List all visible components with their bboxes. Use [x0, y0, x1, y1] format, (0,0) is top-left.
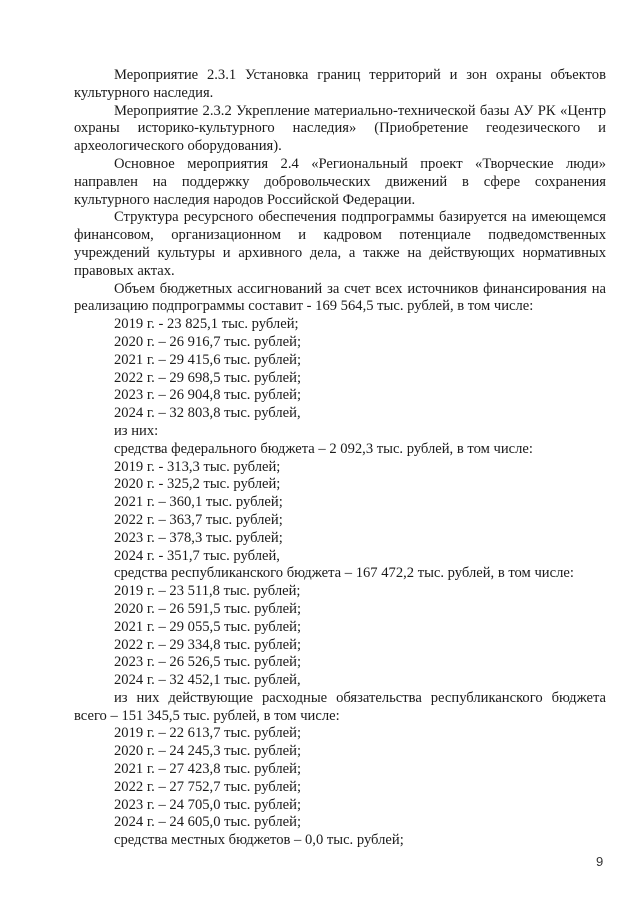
page-number: 9 — [596, 854, 604, 869]
list-item: 2021 г. – 27 423,8 тыс. рублей; — [114, 761, 301, 778]
paragraph-measure-2-4: Основное мероприятия 2.4 «Региональный проект «Творческие люди» направлен на поддержку добровольческих движений в сфере сохранения культурного наследия народов Российской Федерации. — [74, 155, 606, 208]
list-item: 2023 г. – 26 526,5 тыс. рублей; — [114, 654, 301, 671]
list-item: 2019 г. - 23 825,1 тыс. рублей; — [114, 316, 299, 333]
total-years-list — [74, 316, 606, 423]
list-item: 2024 г. – 32 452,1 тыс. рублей, — [114, 672, 301, 689]
paragraph-resource-structure: Структура ресурсного обеспечения подпрограммы базируется на имеющемся финансовом, организационном и кадровом потенциале подведомственных учреждений культуры и архивного дела, а также на действующих нормативных правовых актах. — [74, 209, 606, 279]
list-item: 2023 г. – 378,3 тыс. рублей; — [114, 529, 283, 546]
document-body — [74, 67, 606, 850]
paragraph-measure-2-3-1: Мероприятие 2.3.1 Установка границ территорий и зон охраны объектов культурного наследия. — [74, 67, 606, 101]
paragraph-budget-total: Объем бюджетных ассигнований за счет всех источников финансирования на реализацию подпрограммы составит - 169 564,5 тыс. рублей, в том числе: — [74, 280, 606, 315]
list-item: 2023 г. – 24 705,0 тыс. рублей; — [114, 796, 301, 813]
list-item: 2021 г. – 360,1 тыс. рублей; — [114, 494, 283, 511]
list-item: 2023 г. – 26 904,8 тыс. рублей; — [114, 387, 301, 404]
republic-years-list — [74, 583, 606, 690]
list-item: 2019 г. – 22 613,7 тыс. рублей; — [114, 725, 301, 742]
list-item: 2022 г. – 363,7 тыс. рублей; — [114, 511, 283, 528]
paragraph-obligations: из них действующие расходные обязательства республиканского бюджета всего – 151 345,5 тыс. рублей, в том числе: — [74, 689, 606, 724]
republic-budget-heading: средства республиканского бюджета – 167 472,2 тыс. рублей, в том числе: — [114, 565, 574, 582]
list-item: 2021 г. – 29 415,6 тыс. рублей; — [114, 351, 301, 368]
list-item: 2022 г. – 27 752,7 тыс. рублей; — [114, 778, 301, 795]
list-item: 2020 г. – 26 591,5 тыс. рублей; — [114, 600, 301, 617]
list-item: 2019 г. - 313,3 тыс. рублей; — [114, 458, 281, 475]
list-item: 2024 г. – 24 605,0 тыс. рублей; — [114, 814, 301, 831]
local-budget-line: средства местных бюджетов – 0,0 тыс. рублей; — [114, 832, 404, 849]
list-item: 2022 г. – 29 698,5 тыс. рублей; — [114, 369, 301, 386]
of-them-label: из них: — [114, 422, 159, 439]
list-item: 2020 г. – 26 916,7 тыс. рублей; — [114, 333, 301, 350]
list-item: 2019 г. – 23 511,8 тыс. рублей; — [114, 583, 301, 600]
obligations-years-list — [74, 725, 606, 832]
federal-years-list — [74, 459, 606, 566]
federal-budget-heading: средства федерального бюджета – 2 092,3 тыс. рублей, в том числе: — [114, 440, 533, 457]
list-item: 2024 г. – 32 803,8 тыс. рублей, — [114, 405, 301, 422]
list-item: 2024 г. - 351,7 тыс. рублей, — [114, 547, 280, 564]
list-item: 2021 г. – 29 055,5 тыс. рублей; — [114, 618, 301, 635]
paragraph-measure-2-3-2: Мероприятие 2.3.2 Укрепление материально-технической базы АУ РК «Центр охраны историко-культурного наследия» (Приобретение геодезического и археологического оборудования). — [74, 102, 606, 155]
list-item: 2020 г. - 325,2 тыс. рублей; — [114, 476, 281, 493]
list-item: 2020 г. – 24 245,3 тыс. рублей; — [114, 743, 301, 760]
list-item: 2022 г. – 29 334,8 тыс. рублей; — [114, 636, 301, 653]
